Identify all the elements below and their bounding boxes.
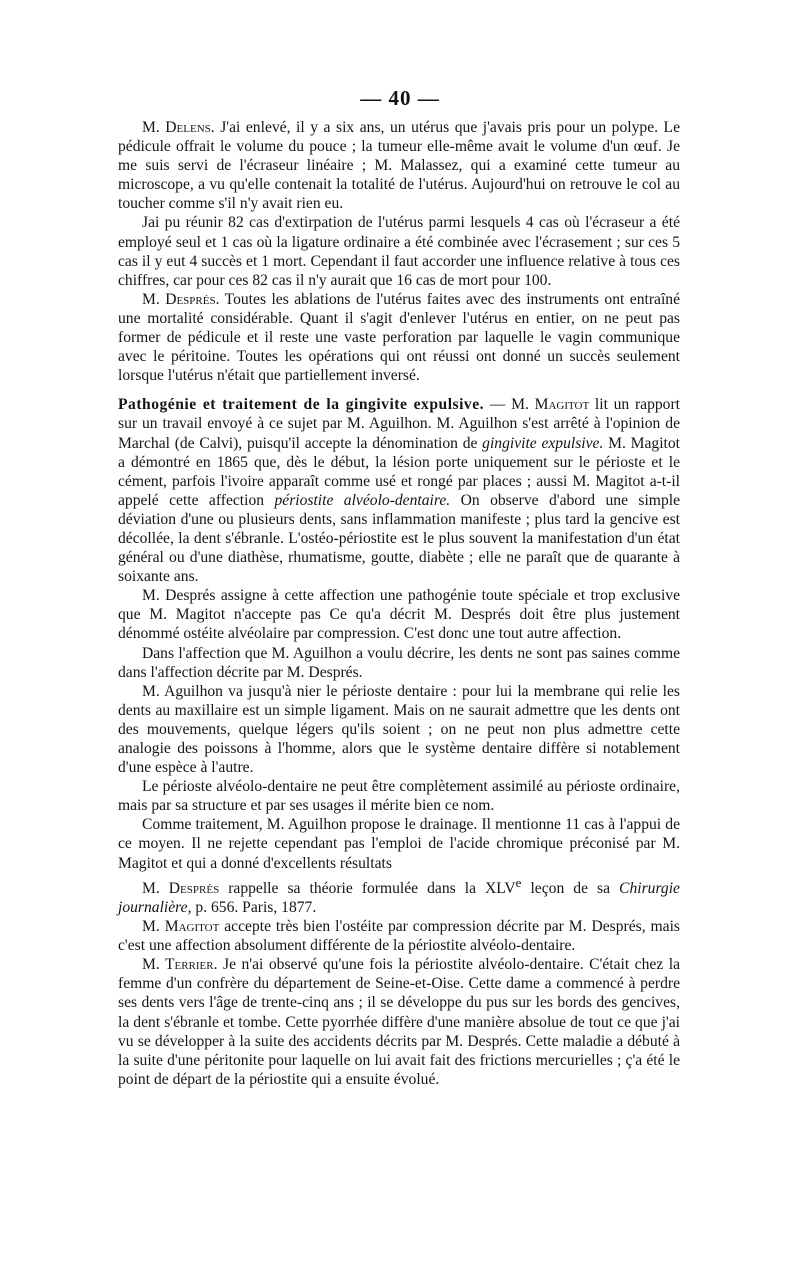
term-periostite: périostite alvéolo-dentaire.: [274, 491, 451, 509]
speaker-name: M. Després.: [142, 290, 220, 308]
paragraph: M. Aguilhon va jusqu'à nier le périoste dentaire : pour lui la membrane qui relie les dents au maxillaire est un simple ligament. Mais on ne saurait admettre que les dents ont des mouvements, quelque légers qu'ils soient ; on ne peut non plus admettre cette analogie des poissons à l'homme, alors que le système dentaire diffère si notablement d'une espèce à l'autre.: [118, 682, 680, 777]
speaker-name: M. Delens.: [142, 119, 215, 136]
speaker-name: M. Després: [142, 879, 220, 897]
paragraph: Dans l'affection que M. Aguilhon a voulu décrire, les dents ne sont pas saines comme dans l'affection décrite par M. Després.: [118, 644, 680, 681]
page-number: — 40 —: [360, 86, 440, 110]
paragraph: M. Després assigne à cette affection une pathogénie toute spéciale et trop exclusive que M. Magitot n'accepte pas Ce qu'a décrit M. Després doit être plus justement dénommé ostéite alvéolaire par compression. C'est donc une tout autre affection.: [118, 587, 680, 643]
section-heading: Pathogénie et traitement de la gingivite expulsive.: [118, 396, 485, 414]
paragraph-terrier: M. Terrier. Je n'ai observé qu'une fois la périostite alvéolo-dentaire. C'était chez la femme d'un confrère du département de Seine-et-Oise. Cette dame a commencé à perdre ses dents vers l'âge de trente-cinq ans ; il se développe du pus sur les bords des gencives, la dent s'ébranle et tombe. Cette pyorrhée diffère d'une manière absolue de tout ce que j'ai vu se développer à la suite des accidents décrits par M. Després. Cette maladie a débuté à la suite d'une péritonite pour laquelle on lui avait fait des frictions mercurielles ; ç'a été le point de départ de la périostite qui a ensuite évolué.: [118, 956, 680, 1088]
speaker-name: M. Magitot: [142, 918, 220, 936]
speaker-name: M. Magitot: [511, 396, 590, 414]
book-title: Chirurgie journalière,: [118, 879, 680, 916]
term-gingivite-expulsive: gingivite expulsive.: [482, 434, 604, 452]
paragraph-delens: M. Delens. J'ai enlevé, il y a six ans, un utérus que j'avais pris pour un polype. Le pédicule offrait le volume du pouce ; la tumeur elle-même avait le volume d'un œuf. Je me suis servi de l'écraseur linéaire ; M. Malassez, qui a examiné cette tumeur au microscope, a vu qu'elle contenait la totalité de l'utérus. Aujourd'hui on retrouve le col au toucher comme s'il n'y avait rien eu.: [118, 119, 680, 213]
paragraph-despres-reference: M. Després rappelle sa théorie formulée dans la XLVe leçon de sa Chirurgie journalière, p. 656. Paris, 1877.: [118, 874, 680, 916]
paragraph-despres: M. Després. Toutes les ablations de l'utérus faites avec des instruments ont entraîné une mortalité considérable. Quant il s'agit d'enlever l'utérus en entier, on ne peut pas former de pédicule et il reste une vaste perforation par laquelle le vagin communique avec le péritoine. Toutes les opérations qui ont réussi ont donné un succès seulement lorsque l'utérus n'était que partiellement inversé.: [118, 290, 680, 385]
section-gingivite: Pathogénie et traitement de la gingivite expulsive. — M. Magitot lit un rapport sur un travail envoyé à ce sujet par M. Aguilhon. M. Aguilhon s'est arrêté à l'opinion de Marchal (de Calvi), puisqu'il accepte la dénomination de gingivite expulsive. M. Magitot a démontré en 1865 que, dès le début, la lésion porte uniquement sur le périoste et le cément, parfois l'ivoire apparaît comme usé et rongé par places ; aussi M. Magitot a-t-il appelé cette affection périostite alvéolo-dentaire. On observe d'abord une simple déviation d'une ou plusieurs dents, sans inflammation manifeste ; plus tard la gencive est décollée, la dent s'ébranle. L'ostéo-périostite est le plus souvent la manifestation d'un état général ou d'une diathèse, rhumatisme, goutte, diabète ; elle ne paraît que de quarante à soixante ans.: [118, 396, 680, 586]
paragraph: Comme traitement, M. Aguilhon propose le drainage. Il mentionne 11 cas à l'appui de ce moyen. Il ne rejette cependant pas l'emploi de l'acide chromique préconisé par M. Magitot et qui a donné d'excellents résultats: [118, 816, 680, 872]
paragraph-statistics: Jai pu réunir 82 cas d'extirpation de l'utérus parmi lesquels 4 cas où l'écraseur a été employé seul et 1 cas où la ligature ordinaire a été combinée avec l'écrasement ; sur ces 5 cas il y eut 4 succès et 1 mort. Cependant il faut accorder une influence relative à tous ces chiffres, car pour ces 82 cas il n'y aurait que 16 cas de mort pour 100.: [118, 214, 680, 289]
speaker-name: M. Terrier.: [142, 956, 218, 974]
paragraph-magitot-reply: M. Magitot accepte très bien l'ostéite par compression décrite par M. Després, mais c'est une affection absolument différente de la périostite alvéolo-dentaire.: [118, 918, 681, 955]
paragraph: Le périoste alvéolo-dentaire ne peut être complètement assimilé au périoste ordinaire, mais par sa structure et par ses usages il mérite bien ce nom.: [118, 778, 680, 815]
body-text: [118, 118, 680, 1089]
